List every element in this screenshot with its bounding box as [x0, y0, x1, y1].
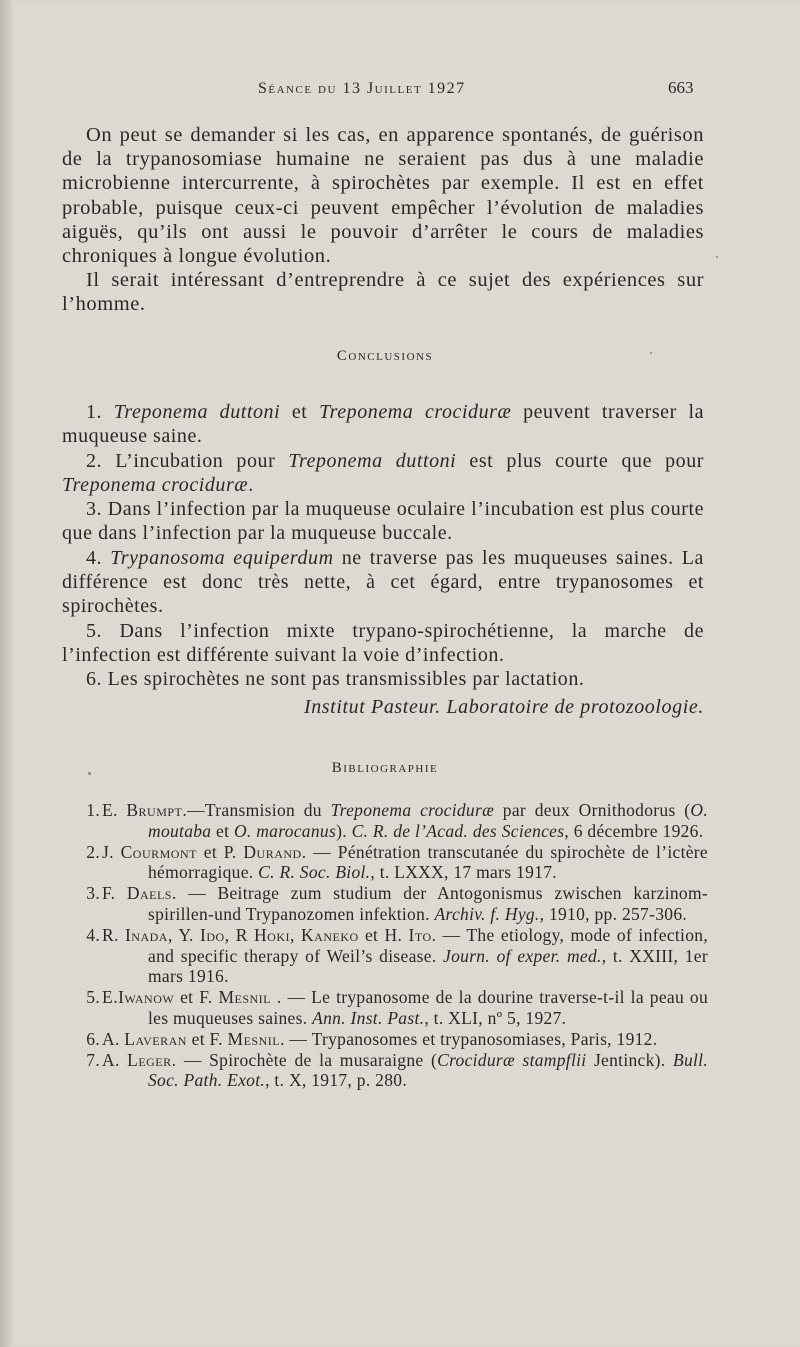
- text-run: et: [211, 820, 234, 841]
- text-run: et: [280, 401, 320, 423]
- bibliography-number: 6.: [86, 1028, 100, 1049]
- text-run: et F.: [186, 1028, 228, 1049]
- intro-text: [62, 123, 704, 317]
- italic-text: Treponema duttoni: [113, 401, 281, 423]
- print-speck: [716, 256, 718, 258]
- author-name: E.Iwanow: [102, 987, 175, 1008]
- text-run: . — Pénétration transcutanée du spirochète de l’ictère hémorragique.: [148, 841, 708, 883]
- text-run: et F.: [174, 987, 219, 1008]
- bibliography-number: 2.: [86, 841, 100, 862]
- italic-text: Crociduræ stampflii: [437, 1049, 587, 1070]
- italic-text: Treponema crociduræ: [330, 800, 495, 820]
- bibliography-text: [102, 924, 708, 987]
- bibliography-list: [78, 800, 708, 1091]
- author-name: Durand: [243, 841, 302, 862]
- bibliography-text: [102, 1028, 708, 1050]
- italic-text: Bull. Soc. Path. Exot.: [148, 1049, 709, 1091]
- text-run: ).: [336, 820, 352, 841]
- bibliography-entry: [78, 1029, 708, 1050]
- author-name: Hoki: [254, 924, 290, 945]
- bibliography-title: Bibliographie: [331, 760, 439, 776]
- bibliography-entry: [78, 842, 708, 884]
- intro-paragraph: On peut se demander si les cas, en apparence spontanés, de guérison de la trypanosomiase humaine ne seraient pas dus à une maladie microbienne intercurrente, à spirochètes par exemple. Il est en effet probable, puisque ceux-ci peuvent empêcher l’évolution de maladies aiguës, qu’ils ont aussi le pouvoir d’arrêter le cours de maladies chroniques à longue évolution.: [62, 124, 704, 268]
- italic-text: O. marocanus: [233, 820, 337, 841]
- bibliography-number: 3.: [86, 883, 100, 904]
- text-run: . — The etiology, mode of infection, and specific therapy of Weil’s disease.: [148, 924, 708, 966]
- conclusion-number: 2.: [86, 449, 116, 472]
- conclusion-number: 4.: [86, 546, 111, 569]
- text-run: A.: [102, 1049, 128, 1070]
- italic-text: Treponema crociduræ: [62, 473, 249, 496]
- bibliography-text: [102, 800, 709, 842]
- bibliography-number: 7.: [86, 1049, 100, 1070]
- author-name: Daels: [126, 883, 172, 904]
- author-name: Brumpt: [126, 800, 183, 820]
- text-run: L’incubation pour: [115, 449, 289, 472]
- text-run: . — Beitrage zum studium der Antogonismus zwischen karzinom-spirillen-und Trypanozomen infektion.: [148, 883, 708, 924]
- conclusion-item: [62, 619, 704, 668]
- author-name: Leger: [127, 1049, 172, 1070]
- text-run: A.: [102, 1028, 125, 1049]
- text-run: Dans l’infection mixte trypano-spirochétienne, la marche de l’infection est différente suivant la voie d’infection.: [62, 619, 705, 666]
- author-name: Laveran: [124, 1028, 187, 1049]
- bibliography-entry: [78, 883, 708, 925]
- text-run: ne traverse pas les muqueuses saines. La différence est donc très nette, à cet égard, entre trypanosomes et spirochètes.: [62, 546, 704, 618]
- text-run: R.: [102, 924, 125, 945]
- conclusion-number: 6.: [86, 668, 108, 691]
- page-gutter-shadow: [0, 0, 14, 1347]
- author-name: Mesnil: [218, 987, 271, 1008]
- text-run: , t. LXXX, 17 mars 1917.: [370, 862, 557, 883]
- running-head: Séance du 13 Juillet 1927: [258, 80, 466, 97]
- text-run: , t. XXIII, 1er mars 1916.: [148, 945, 708, 987]
- bibliography-entry: [78, 1050, 708, 1092]
- text-run: Dans l’infection par la muqueuse oculaire l’incubation est plus courte que dans l’infection par la muqueuse buccale.: [62, 498, 704, 545]
- conclusion-item: [62, 400, 704, 449]
- text-run: . — Le trypanosome de la dourine traverse-t-il la peau ou les muqueuses saines.: [148, 987, 708, 1028]
- bibliography-number: 1.: [86, 800, 100, 820]
- text-run: et H.: [358, 924, 409, 945]
- italic-text: O. moutaba: [148, 800, 709, 841]
- text-run: F.: [102, 883, 127, 904]
- conclusion-number: 1.: [86, 401, 114, 423]
- text-run: peuvent traverser la muqueuse saine.: [62, 401, 705, 448]
- print-speck: [88, 772, 91, 775]
- conclusion-item: [62, 497, 704, 546]
- bibliography-number: 4.: [86, 924, 100, 945]
- text-run: .—Transmision du: [182, 800, 331, 820]
- text-run: .: [248, 473, 254, 496]
- bibliography-entry: [78, 987, 708, 1029]
- conclusions-list: [62, 400, 704, 692]
- print-speck: [650, 352, 652, 354]
- bibliography-text: [102, 883, 708, 925]
- conclusion-item: [62, 546, 704, 619]
- bibliography-text: [102, 841, 708, 884]
- conclusion-item: [62, 449, 704, 498]
- conclusion-number: 3.: [86, 498, 108, 521]
- bibliography-text: [102, 1049, 709, 1092]
- text-run: ,: [290, 924, 302, 945]
- text-run: , Y.: [167, 924, 201, 945]
- conclusions-title: Conclusions: [336, 348, 434, 364]
- text-run: , 1910, pp. 257-306.: [539, 903, 688, 924]
- author-name: Courmont: [120, 841, 197, 862]
- italic-text: Treponema duttoni: [288, 449, 457, 472]
- author-name: Mesnil: [227, 1028, 281, 1049]
- author-name: Inada: [124, 924, 168, 945]
- text-run: Jentinck).: [586, 1049, 673, 1070]
- italic-text: Treponema crociduræ: [319, 401, 512, 423]
- intro-paragraph: Il serait intéressant d’entreprendre à ce sujet des expériences sur l’homme.: [62, 269, 704, 316]
- text-run: E.: [102, 800, 127, 820]
- text-run: , t. XLI, nº 5, 1927.: [424, 1007, 567, 1028]
- text-run: J.: [102, 841, 121, 862]
- italic-text: Journ. of exper. med.: [443, 945, 602, 966]
- author-name: Kaneko: [301, 924, 359, 945]
- italic-text: Archiv. f. Hyg.: [434, 903, 540, 924]
- text-run: par deux Ornithodorus (: [494, 800, 691, 820]
- bibliography-number: 5.: [86, 987, 100, 1008]
- author-name: Ito: [408, 924, 432, 945]
- text-run: est plus courte que pour: [456, 449, 704, 472]
- italic-text: C. R. de l’Acad. des Sciences: [351, 820, 565, 841]
- conclusion-number: 5.: [86, 619, 120, 642]
- author-name: Ido: [200, 924, 225, 945]
- bibliography-entry: [78, 925, 708, 987]
- text-run: Les spirochètes ne sont pas transmissibles par lactation.: [107, 668, 585, 691]
- text-run: et P.: [196, 841, 244, 862]
- page-header: [0, 74, 800, 104]
- italic-text: Trypanosoma equiperdum: [110, 546, 334, 569]
- text-run: . — Trypanosomes et trypanosomiases, Paris, 1912.: [280, 1028, 658, 1049]
- bibliography-entry: [78, 800, 708, 842]
- italic-text: C. R. Soc. Biol.: [258, 862, 371, 883]
- institution-signature: Institut Pasteur. Laboratoire de protozoologie.: [303, 696, 704, 718]
- text-run: . — Spirochète de la musaraigne (: [171, 1049, 438, 1070]
- text-run: , t. X, 1917, p. 280.: [265, 1070, 408, 1091]
- text-run: , 6 décembre 1926.: [564, 820, 704, 841]
- conclusion-item: [62, 667, 704, 691]
- text-run: , R: [224, 924, 255, 945]
- bibliography-text: [102, 987, 708, 1029]
- italic-text: Ann. Inst. Past.: [312, 1007, 425, 1028]
- page-number: 663: [668, 78, 694, 97]
